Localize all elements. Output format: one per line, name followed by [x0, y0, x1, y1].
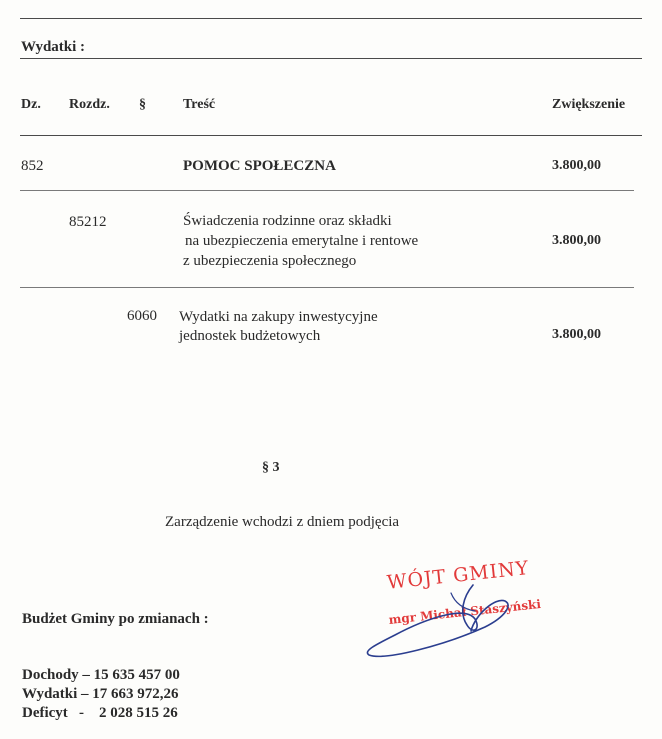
row-rule [20, 190, 634, 191]
row-tresc-line: Świadczenia rodzinne oraz składki [183, 213, 392, 229]
row-tresc-line: Wydatki na zakupy inwestycyjne [179, 309, 378, 325]
stamp-title: WÓJT GMINY [386, 557, 531, 594]
row-tresc-line: jednostek budżetowych [179, 328, 321, 344]
budget-expenses: Wydatki – 17 663 972,26 [22, 686, 179, 702]
row-rule [20, 287, 634, 288]
budget-deficit: Deficyt - 2 028 515 26 [22, 705, 178, 721]
row-amount: 3.800,00 [552, 233, 601, 248]
header-zwiekszenie: Zwiększenie [552, 97, 626, 112]
section-title: Wydatki : [21, 39, 86, 55]
header-paragraph: § [139, 97, 146, 112]
row-dz: 852 [21, 158, 44, 174]
budget-income: Dochody – 15 635 457 00 [22, 667, 180, 683]
row-tresc-line: z ubezpieczenia społecznego [183, 253, 357, 269]
row-amount: 3.800,00 [552, 327, 601, 342]
row-rozdz: 85212 [69, 214, 107, 230]
budget-title: Budżet Gminy po zmianach : [22, 611, 209, 627]
top-rule [20, 18, 642, 19]
signature-icon [355, 575, 555, 665]
paragraph-number: § 3 [262, 460, 280, 475]
header-rozdz: Rozdz. [69, 97, 110, 112]
row-amount: 3.800,00 [552, 158, 601, 173]
stamp-name: mgr Michał Staszyński [388, 597, 542, 627]
closing-text: Zarządzenie wchodzi z dniem podjęcia [165, 514, 400, 530]
row-tresc: POMOC SPOŁECZNA [183, 158, 336, 174]
row-tresc-line: na ubezpieczenia emerytalne i rentowe [185, 233, 419, 249]
header-tresc: Treść [183, 97, 216, 112]
header-dz: Dz. [21, 97, 41, 112]
row-paragraph: 6060 [127, 308, 157, 324]
header-rule [20, 135, 642, 136]
section-rule [20, 58, 642, 59]
